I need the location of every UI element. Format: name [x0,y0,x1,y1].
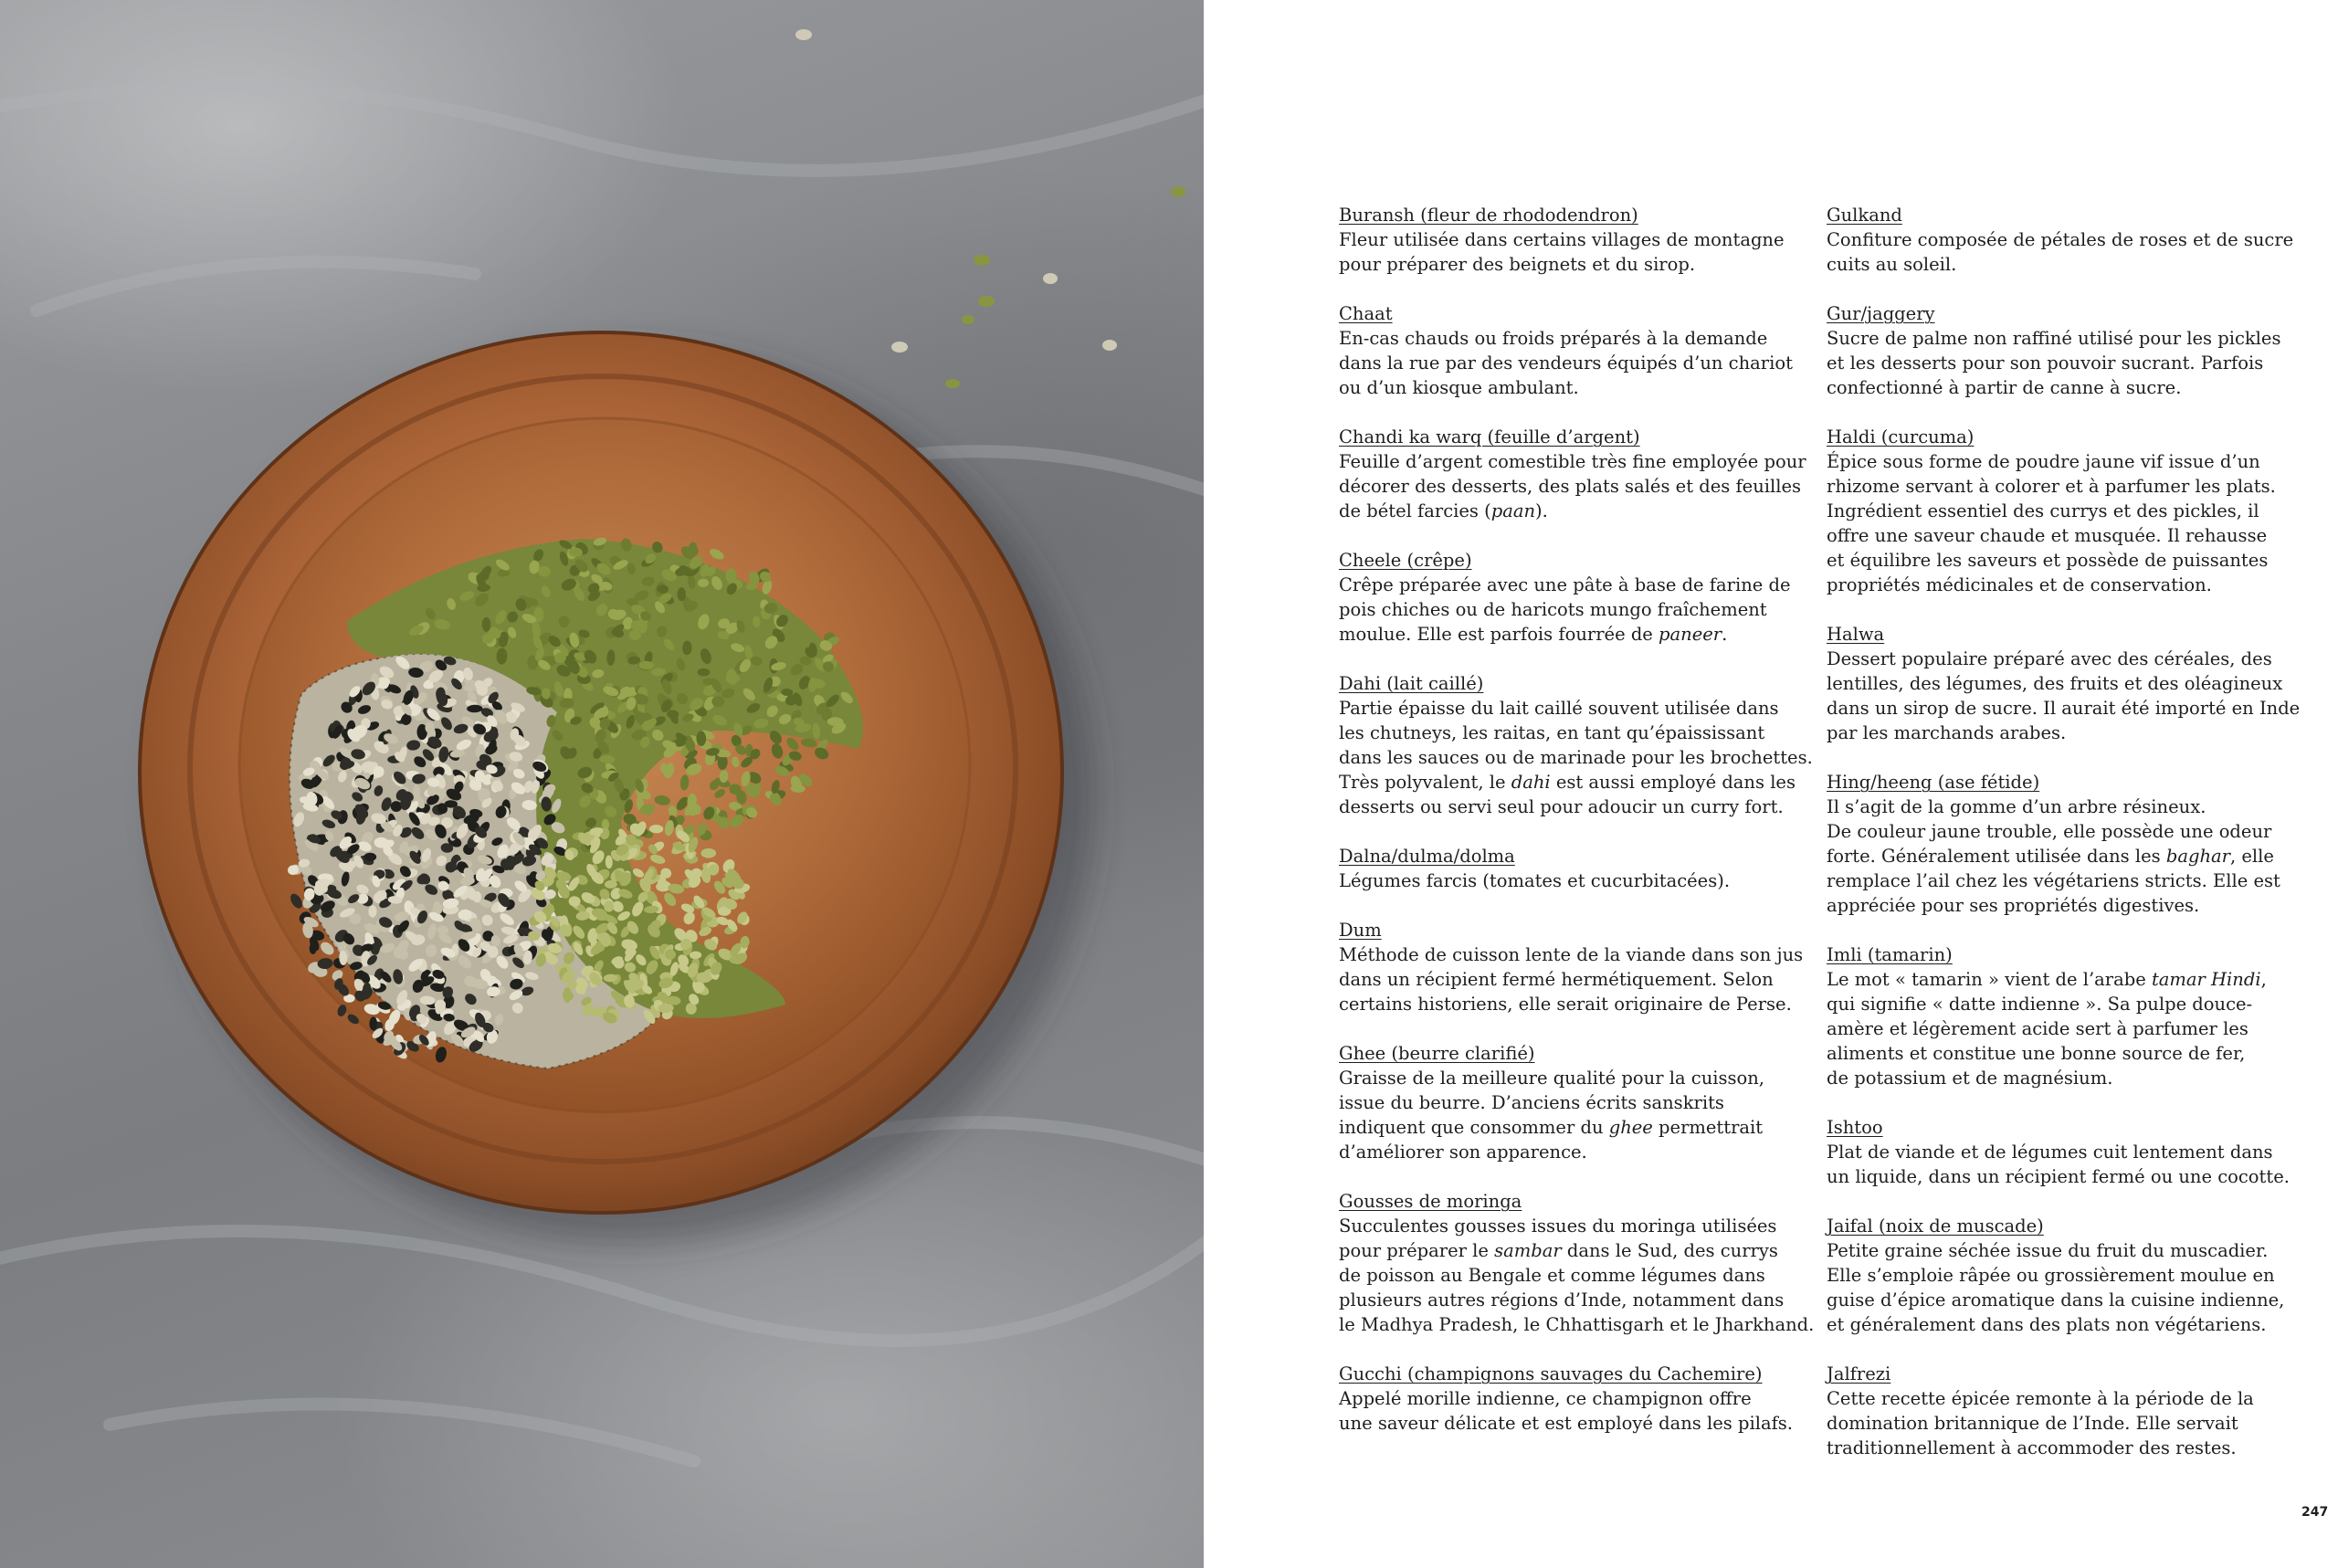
text-segment: guise d’épice aromatique dans la cuisine indienne, [1827,1289,2285,1310]
text-segment: cuits au soleil. [1827,254,1957,275]
glossary-term: Jaifal (noix de muscade) [1827,1215,2044,1237]
glossary-term: Haldi (curcuma) [1827,426,1975,447]
text-segment: décorer des desserts, des plats salés et des feuilles [1339,476,1802,497]
definition-line [1339,375,1814,400]
text-segment: plusieurs autres régions d’Inde, notamment dans [1339,1289,1785,1310]
text-segment: Crêpe préparée avec une pâte à base de farine de [1339,574,1791,595]
glossary-term: Ghee (beurre clarifié) [1339,1043,1535,1064]
text-segment: Elle s’emploie râpée ou grossièrement moulue en [1827,1265,2275,1286]
text-segment: Dessert populaire préparé avec des céréales, des [1827,648,2272,669]
definition-line [1339,745,1814,770]
text-segment: Confiture composée de pétales de roses et de sucre [1827,229,2294,250]
glossary-entry [1339,425,1814,523]
definition-line [1339,1214,1814,1238]
definition-line [1827,573,2301,597]
text-segment: Ingrédient essentiel des currys et des pickles, il [1827,500,2259,521]
definition-line [1339,227,1814,252]
glossary-term: Cheele (crêpe) [1339,550,1472,571]
glossary-entry [1827,1214,2301,1337]
glossary-column-right [1827,203,2301,1485]
text-segment: une saveur délicate et est employé dans les pilafs. [1339,1413,1794,1434]
text-segment: dans un sirop de sucre. Il aurait été importé en Inde [1827,698,2301,719]
definition-line [1827,1263,2301,1288]
glossary-definition [1339,1386,1814,1436]
definition-line [1827,548,2301,573]
text-segment: et les desserts pour son pouvoir sucrant. Parfois [1827,353,2264,374]
text-segment: Partie épaisse du lait caillé souvent utilisée dans [1339,698,1779,719]
glossary-column-left [1339,203,1814,1460]
definition-line [1827,1386,2301,1411]
definition-line [1339,868,1814,893]
definition-line [1339,351,1814,375]
text-segment: Feuille d’argent comestible très fine employée pour [1339,451,1806,472]
text-segment: amère et légèrement acide sert à parfumer les [1827,1018,2248,1039]
glossary-definition [1827,967,2301,1090]
definition-line [1827,1066,2301,1090]
glossary-definition [1339,1066,1814,1164]
glossary-definition [1339,449,1814,523]
text-segment: par les marchands arabes. [1827,722,2067,743]
definition-line [1339,1263,1814,1288]
italic-term: tamar Hindi [2151,969,2261,990]
definition-line [1827,1288,2301,1312]
text-segment: ou d’un kiosque ambulant. [1339,377,1579,398]
definition-line [1339,721,1814,745]
definition-line [1827,721,2301,745]
glossary-entry [1827,942,2301,1090]
text-segment: . [1722,624,1728,645]
definition-line [1827,449,2301,474]
glossary-definition [1339,696,1814,819]
glossary-entry [1339,671,1814,819]
definition-line [1339,770,1814,795]
definition-line [1827,252,2301,277]
text-segment: aliments et constitue une bonne source de fer, [1827,1043,2246,1064]
text-segment: De couleur jaune trouble, elle possède une odeur [1827,821,2272,842]
text-segment: domination britannique de l’Inde. Elle servait [1827,1413,2238,1434]
glossary-entry [1339,301,1814,400]
glossary-term: Dalna/dulma/dolma [1339,846,1515,867]
glossary-term: Imli (tamarin) [1827,944,1953,965]
text-segment: et généralement dans des plats non végétariens. [1827,1314,2267,1335]
text-segment: Méthode de cuisson lente de la viande dans son jus [1339,944,1804,965]
text-segment: de potassium et de magnésium. [1827,1068,2113,1089]
glossary-entry [1827,622,2301,745]
glossary-entry [1827,1362,2301,1460]
definition-line [1339,795,1814,819]
definition-line [1827,819,2301,844]
definition-line [1339,499,1814,523]
glossary-term: Jalfrezi [1827,1363,1891,1384]
definition-line [1827,1140,2301,1164]
definition-line [1339,597,1814,622]
definition-line [1827,967,2301,992]
text-segment: ). [1535,500,1548,521]
text-segment: moulue. Elle est parfois fourrée de [1339,624,1659,645]
glossary-definition [1339,1214,1814,1337]
italic-term: dahi [1511,772,1551,793]
glossary-definition [1339,573,1814,647]
definition-line [1827,992,2301,1016]
definition-line [1339,1115,1814,1140]
text-segment: forte. Généralement utilisée dans les [1827,846,2166,867]
definition-line [1827,326,2301,351]
definition-line [1339,1386,1814,1411]
glossary-entry [1827,301,2301,400]
italic-term: sambar [1494,1240,1562,1261]
glossary-term: Gucchi (champignons sauvages du Cachemire) [1339,1363,1763,1384]
text-segment: , elle [2229,846,2274,867]
text-segment: Appelé morille indienne, ce champignon offre [1339,1388,1752,1409]
glossary-term: Chaat [1339,303,1393,324]
definition-line [1339,474,1814,499]
glossary-definition [1827,449,2301,597]
text-segment: les chutneys, les raitas, en tant qu’épaississant [1339,722,1765,743]
text-segment: un liquide, dans un récipient fermé ou une cocotte. [1827,1166,2290,1187]
definition-line [1827,351,2301,375]
definition-line [1827,1411,2301,1436]
glossary-definition [1339,942,1814,1016]
text-segment: Légumes farcis (tomates et cucurbitacées). [1339,870,1731,891]
glossary-entry [1339,844,1814,893]
glossary-term: Ishtoo [1827,1117,1883,1138]
text-segment: rhizome servant à colorer et à parfumer les plats. [1827,476,2276,497]
text-segment: Petite graine séchée issue du fruit du muscadier. [1827,1240,2269,1261]
definition-line [1339,326,1814,351]
glossary-entry [1339,203,1814,277]
glossary-entry [1339,1362,1814,1436]
text-segment: Sucre de palme non raffiné utilisé pour les pickles [1827,328,2281,349]
text-segment: permettrait [1652,1117,1764,1138]
definition-line [1339,1288,1814,1312]
glossary-term: Halwa [1827,624,1885,645]
text-segment: de bétel farcies ( [1339,500,1491,521]
definition-line [1827,868,2301,893]
italic-term: paneer [1659,624,1722,645]
text-segment: appréciée pour ses propriétés digestives. [1827,895,2200,916]
text-segment: Épice sous forme de poudre jaune vif issue d’un [1827,451,2260,472]
text-segment: est aussi employé dans les [1550,772,1796,793]
definition-line [1827,844,2301,868]
text-segment: traditionnellement à accommoder des restes. [1827,1437,2237,1458]
definition-line [1339,1066,1814,1090]
definition-line [1339,696,1814,721]
definition-line [1339,252,1814,277]
glossary-entry [1339,918,1814,1016]
text-segment: Fleur utilisée dans certains villages de montagne [1339,229,1785,250]
definition-line [1339,1312,1814,1337]
glossary-term: Gousses de moringa [1339,1191,1522,1212]
glossary-term: Hing/heeng (ase fétide) [1827,772,2040,793]
text-segment: dans le Sud, des currys [1561,1240,1778,1261]
text-segment: remplace l’ail chez les végétariens stricts. Elle est [1827,870,2280,891]
text-segment: Graisse de la meilleure qualité pour la cuisson, [1339,1068,1765,1089]
definition-line [1339,967,1814,992]
text-segment: de poisson au Bengale et comme légumes dans [1339,1265,1765,1286]
text-segment: d’améliorer son apparence. [1339,1142,1587,1163]
glossary-entry [1827,1115,2301,1189]
glossary-entry [1827,203,2301,277]
text-segment: pour préparer le [1339,1240,1495,1261]
glossary-entry [1339,1189,1814,1337]
glossary-definition [1827,795,2301,918]
glossary-term: Dum [1339,920,1382,941]
glossary-term: Gulkand [1827,205,1902,226]
italic-term: paan [1490,500,1536,521]
glossary-definition [1339,227,1814,277]
glossary-definition [1339,868,1814,893]
page-number: 247 [2301,1505,2329,1520]
text-segment: indiquent que consommer du [1339,1117,1609,1138]
definition-line [1827,375,2301,400]
definition-line [1827,893,2301,918]
glossary-definition [1827,1238,2301,1337]
scattered-beans [795,29,1185,388]
glossary-entry [1339,548,1814,647]
text-segment: dans les sauces ou de marinade pour les brochettes. [1339,747,1813,768]
text-segment: confectionné à partir de canne à sucre. [1827,377,2182,398]
text-segment: et équilibre les saveurs et possède de puissantes [1827,550,2269,571]
text-segment: Le mot « tamarin » vient de l’arabe [1827,969,2152,990]
glossary-definition [1827,227,2301,277]
definition-line [1827,227,2301,252]
glossary-term: Gur/jaggery [1827,303,1935,324]
definition-line [1339,573,1814,597]
text-segment: offre une saveur chaude et musquée. Il rehausse [1827,525,2268,546]
definition-line [1827,523,2301,548]
text-segment: desserts ou servi seul pour adoucir un curry fort. [1339,796,1784,817]
definition-line [1827,499,2301,523]
italic-term: baghar [2165,846,2230,867]
text-segment: Il s’agit de la gomme d’un arbre résineux. [1827,796,2206,817]
glossary-entry [1827,770,2301,918]
text-segment: lentilles, des légumes, des fruits et des oléagineux [1827,673,2283,694]
definition-line [1827,474,2301,499]
text-segment: Très polyvalent, le [1339,772,1511,793]
text-segment: le Madhya Pradesh, le Chhattisgarh et le Jharkhand. [1339,1314,1815,1335]
definition-line [1827,647,2301,671]
definition-line [1339,449,1814,474]
text-segment: issue du beurre. D’anciens écrits sanskrits [1339,1092,1724,1113]
definition-line [1339,1090,1814,1115]
glossary-term: Dahi (lait caillé) [1339,673,1484,694]
definition-line [1339,992,1814,1016]
text-segment: propriétés médicinales et de conservation. [1827,574,2212,595]
definition-line [1827,1436,2301,1460]
text-segment: Plat de viande et de légumes cuit lentement dans [1827,1142,2273,1163]
glossary-term: Chandi ka warq (feuille d’argent) [1339,426,1640,447]
definition-line [1827,795,2301,819]
text-segment: Cette recette épicée remonte à la période de la [1827,1388,2254,1409]
glossary-definition [1827,1386,2301,1460]
definition-line [1339,1238,1814,1263]
glossary-term: Buransh (fleur de rhododendron) [1339,205,1638,226]
text-segment: dans un récipient fermé hermétiquement. Selon [1339,969,1774,990]
glossary-definition [1827,647,2301,745]
definition-line [1827,1041,2301,1066]
text-segment: En-cas chauds ou froids préparés à la demande [1339,328,1768,349]
definition-line [1827,671,2301,696]
lentil-grain [700,848,716,858]
text-segment: certains historiens, elle serait originaire de Perse. [1339,994,1792,1015]
text-segment: Succulentes gousses issues du moringa utilisées [1339,1215,1777,1237]
definition-line [1827,1164,2301,1189]
italic-term: ghee [1608,1117,1653,1138]
text-segment: , [2260,969,2267,990]
definition-line [1827,1312,2301,1337]
glossary-definition [1339,326,1814,400]
definition-line [1339,622,1814,647]
definition-line [1339,942,1814,967]
glossary-entry [1827,425,2301,597]
glossary-definition [1827,326,2301,400]
definition-line [1827,1238,2301,1263]
text-segment: dans la rue par des vendeurs équipés d’un chariot [1339,353,1793,374]
definition-line [1339,1411,1814,1436]
text-segment: qui signifie « datte indienne ». Sa pulpe douce- [1827,994,2253,1015]
definition-line [1339,1140,1814,1164]
definition-line [1827,1016,2301,1041]
glossary-entry [1339,1041,1814,1164]
definition-line [1827,696,2301,721]
glossary-definition [1827,1140,2301,1189]
text-segment: pois chiches ou de haricots mungo fraîchement [1339,599,1767,620]
text-segment: pour préparer des beignets et du sirop. [1339,254,1696,275]
